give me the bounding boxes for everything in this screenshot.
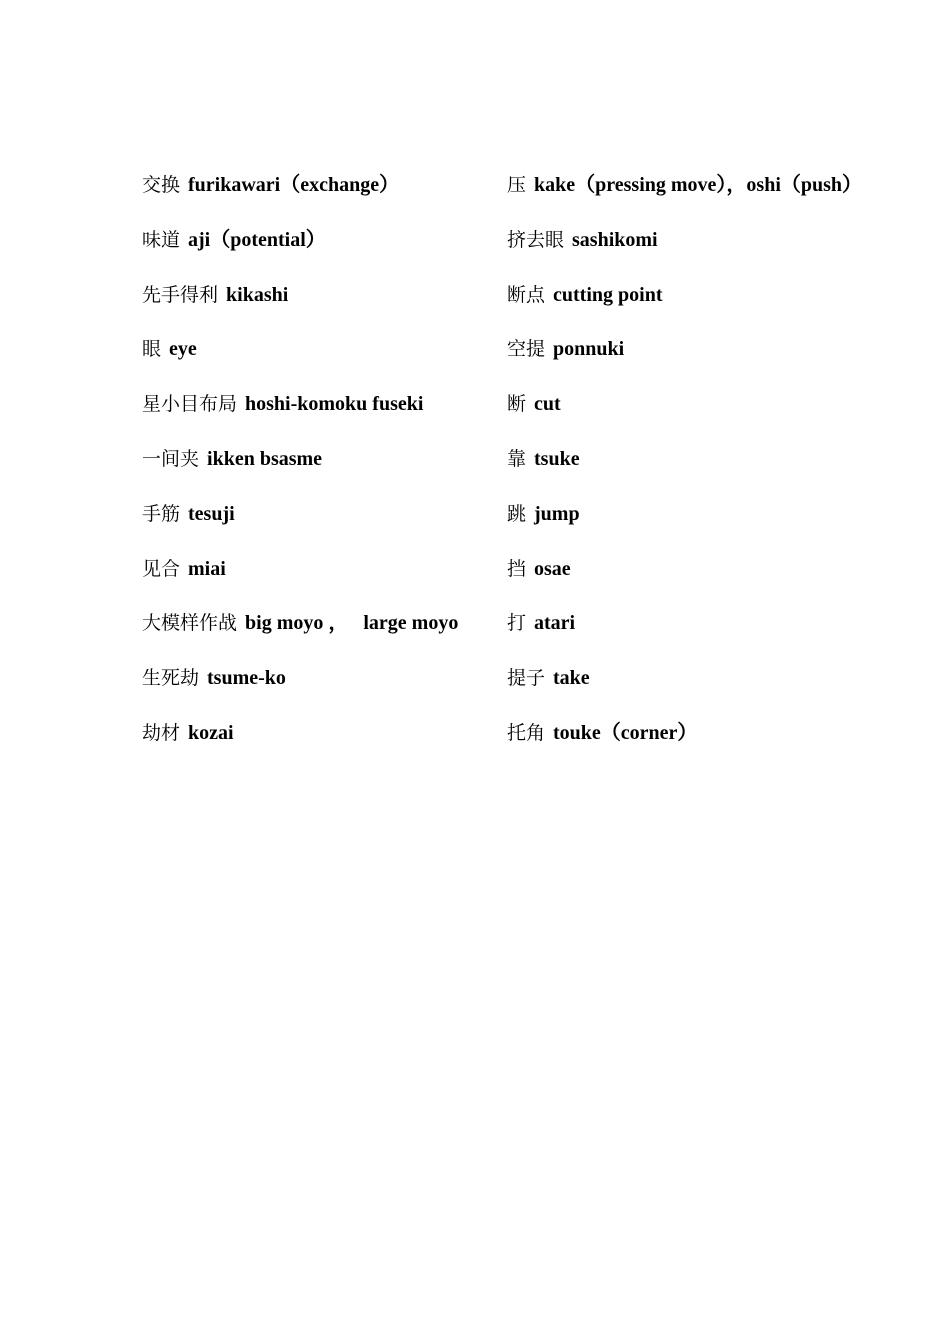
glossary-entry-right [507,661,590,695]
english-term: atari [534,612,576,635]
glossary-entry-left [142,223,326,257]
english-term: ikken bsasme [207,447,323,470]
glossary-row [142,442,932,497]
chinese-term: 生死劫 [142,667,200,690]
chinese-term: 断点 [507,283,546,306]
glossary-row [142,497,932,552]
glossary-entry-left [142,552,226,586]
glossary-row [142,223,932,278]
chinese-term: 空提 [507,338,546,361]
glossary-entry-right [507,442,580,476]
english-term: take [553,667,590,690]
english-term: kozai [188,721,234,744]
english-term: touke（corner） [553,721,698,744]
chinese-term: 打 [507,612,527,635]
glossary-row [142,552,932,607]
chinese-term: 眼 [142,338,162,361]
glossary-entry-left [142,278,288,312]
chinese-term: 手筋 [142,502,181,525]
glossary-entry-left [142,387,423,421]
chinese-term: 断 [507,393,527,416]
english-term: furikawari（exchange） [188,174,400,196]
chinese-term: 靠 [507,447,527,470]
chinese-term: 星小目布局 [142,393,238,416]
english-term: kake（pressing move），oshi（push） [534,174,863,196]
english-term: tsume-ko [207,667,286,690]
chinese-term: 托角 [507,721,546,744]
glossary-row [142,278,932,333]
glossary-row [142,168,932,223]
glossary-entry-left [142,716,234,750]
chinese-term: 挤去眼 [507,228,565,251]
glossary-entry-right [507,552,571,586]
glossary-row [142,716,932,771]
chinese-term: 压 [507,174,527,196]
english-term: eye [169,338,197,361]
chinese-term: 提子 [507,667,546,690]
glossary-row [142,606,932,661]
glossary-row [142,661,932,716]
english-term: aji（potential） [188,228,326,251]
english-term: tesuji [188,502,235,525]
glossary-row [142,387,932,442]
glossary-entry-right [507,332,624,366]
glossary-entry-right [507,278,662,312]
glossary-entry-left [142,661,286,695]
english-term: tsuke [534,447,580,470]
chinese-term: 跳 [507,502,527,525]
chinese-term: 见合 [142,557,181,580]
glossary-entry-right [507,716,697,750]
glossary-entry-left [142,606,458,640]
glossary-entry-left [142,168,399,202]
glossary-entry-right [507,606,575,640]
chinese-term: 先手得利 [142,283,219,306]
english-term: miai [188,557,226,580]
english-term: big moyo ， large moyo [245,612,459,635]
english-term: cut [534,393,561,416]
english-term: hoshi-komoku fuseki [245,393,424,416]
glossary-entry-left [142,332,197,366]
glossary-entry-right [507,497,580,531]
chinese-term: 劫材 [142,721,181,744]
glossary-entry-right [507,168,862,202]
english-term: sashikomi [572,228,658,251]
chinese-term: 大模样作战 [142,612,238,635]
glossary-row [142,332,932,387]
english-term: osae [534,557,571,580]
chinese-term: 挡 [507,557,527,580]
english-term: jump [534,502,580,525]
chinese-term: 一间夹 [142,447,200,470]
chinese-term: 味道 [142,228,181,251]
english-term: ponnuki [553,338,625,361]
glossary-entry-right [507,387,561,421]
go-terms-glossary [142,168,932,771]
chinese-term: 交换 [142,174,181,196]
glossary-entry-left [142,497,235,531]
glossary-entry-left [142,442,322,476]
english-term: cutting point [553,283,663,306]
english-term: kikashi [226,283,289,306]
glossary-entry-right [507,223,658,257]
